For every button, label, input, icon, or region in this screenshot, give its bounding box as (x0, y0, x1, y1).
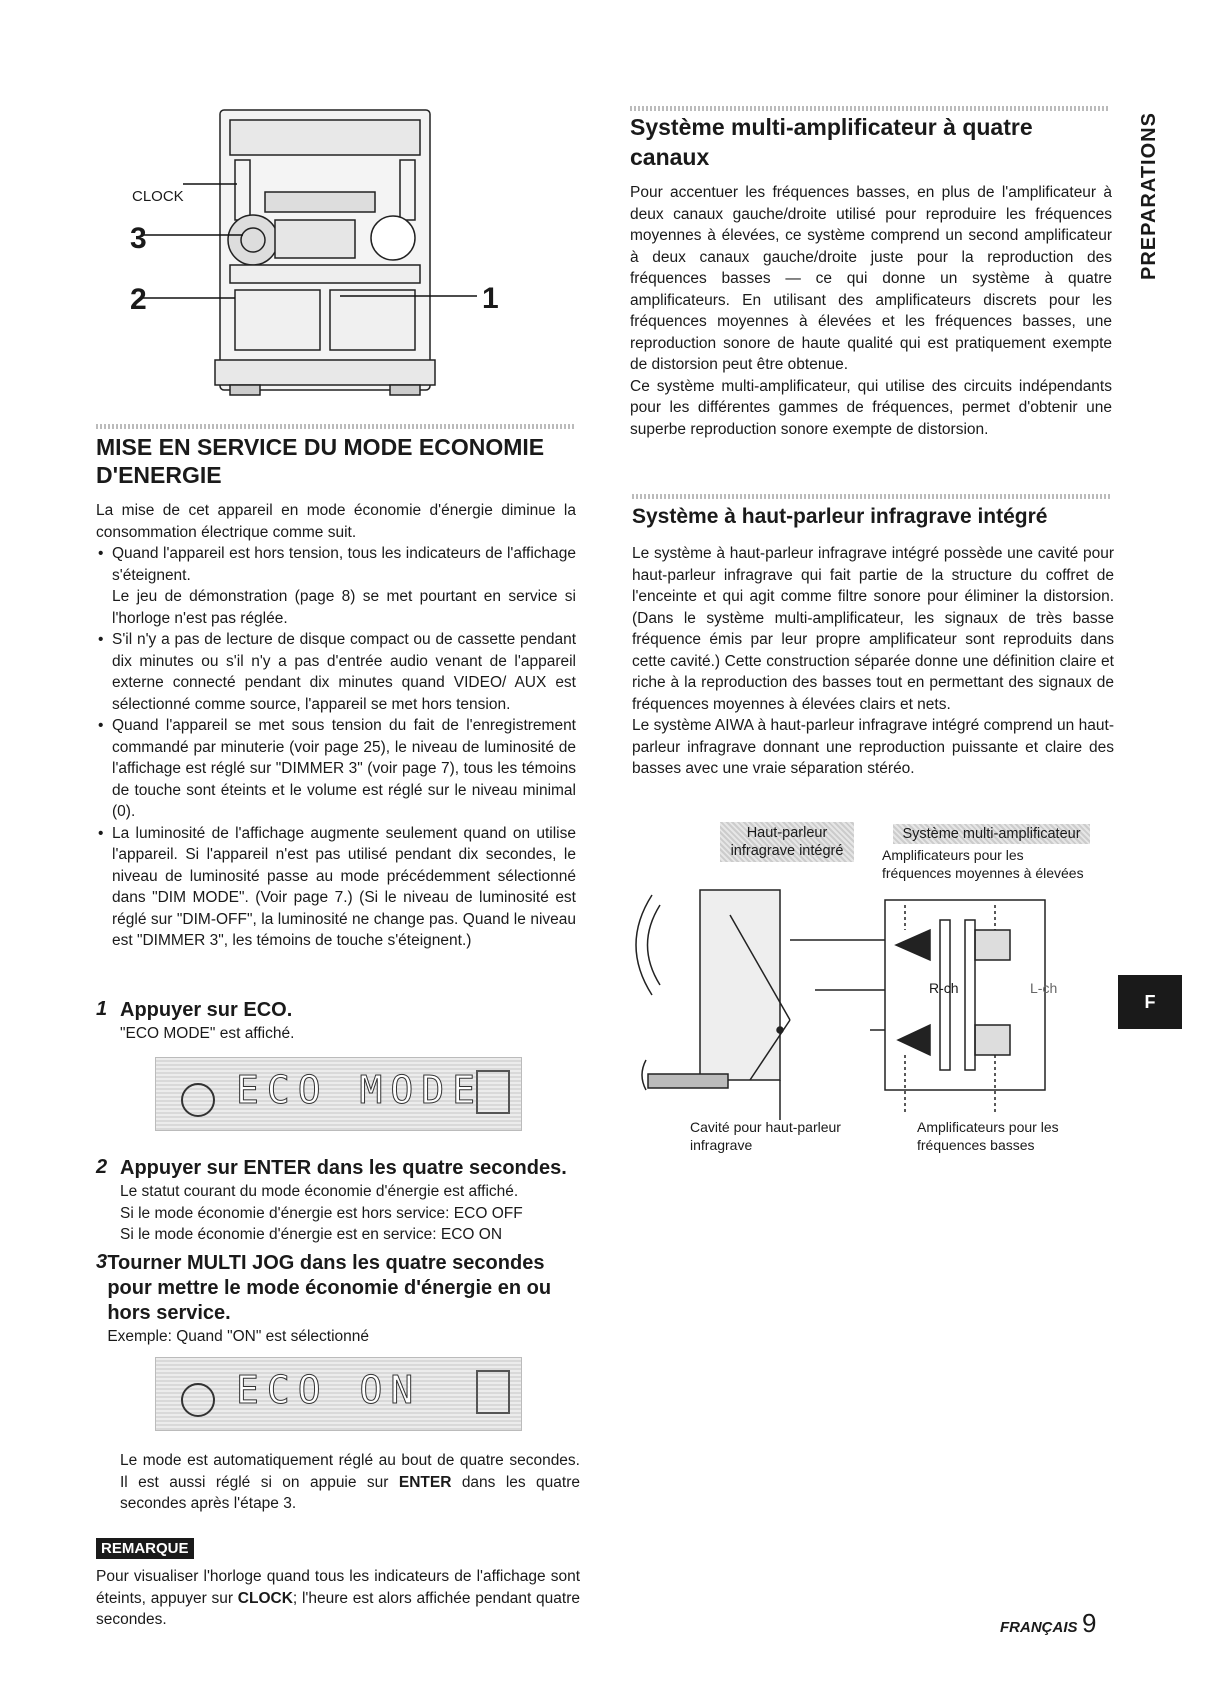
step-title: Appuyer sur ENTER dans les quatre secondes. (120, 1157, 567, 1179)
lcd-disc-icon (181, 1083, 215, 1117)
step-2 (96, 1156, 576, 1246)
step-text: "ECO MODE" est affiché. (120, 1025, 295, 1042)
side-tab-preparations: PREPARATIONS (1138, 112, 1160, 280)
label-cavity: Cavité pour haut-parleur infragrave (690, 1119, 841, 1153)
lcd-text: ECO ON (236, 1368, 422, 1412)
callout-3: 3 (130, 222, 147, 255)
step-number: 1 (96, 998, 108, 1020)
stereo-drawing (115, 100, 545, 400)
callout-1: 1 (482, 282, 499, 315)
step-1 (96, 998, 576, 1045)
lcd-eco-mode (155, 1057, 522, 1131)
section-divider (630, 106, 1110, 111)
footer-lang: FRANÇAIS (1000, 1619, 1078, 1636)
eco-intro: La mise de cet appareil en mode économie d'énergie diminue la consommation électrique comme suit. (96, 502, 576, 541)
bullet-item: • La luminosité de l'affichage augmente seulement quand on utilise l'appareil. Si l'appareil n'est pas utilisé pendant dix secondes, le niveau de luminosité passe au mode précédemment sélectionné dans "DIM MODE". (Voir page 7.) (Si le niveau de luminosité est réglé sur "DIM-OFF", la luminosité ne change pas. Quand le niveau est "DIMMER 3", les témoins de touche s'éteignent.) (96, 823, 576, 952)
lcd-cassette-icon (476, 1070, 510, 1114)
stereo-illustration (115, 100, 545, 400)
footer-page: 9 (1081, 1608, 1097, 1638)
subwoofer-text (632, 543, 1114, 780)
step-line: Le statut courant du mode économie d'énergie est affiché. (120, 1183, 519, 1200)
eco-intro-block (96, 500, 576, 952)
section-divider (96, 424, 576, 429)
step-number: 2 (96, 1156, 108, 1178)
paragraph: Pour accentuer les fréquences basses, en plus de l'amplificateur à deux canaux gauche/droite utilisé pour reproduire les fréquences moyennes à élevées, ce système comprend un second amplificateur à deux canaux gauche/droite juste pour la reproduction des fréquences basses — ce qui donne un système à quatre amplificateurs. En utilisant des amplificateurs discrets pour les fréquences moyennes à élevées et les fréquences basses, une reproduction sonore de haute qualité qui est pratiquement exempte de distorsion peut être obtenue. (630, 184, 1112, 373)
subwoofer-diagram (630, 880, 1110, 1120)
lcd-text: ECO MODE (236, 1068, 484, 1112)
step-3 (96, 1251, 586, 1348)
heading-multi-amp: Système multi-amplificateur à quatre canaux (630, 114, 1033, 170)
bullet-item: • S'il n'y a pas de lecture de disque compact ou de cassette pendant dix minutes ou s'il n'y a pas d'entrée audio venant de l'appareil externe connecté pendant dix minutes quand VIDEO/ AUX est sélectionné comme source, l'appareil se met hors tension. (96, 629, 576, 715)
step-title: Tourner MULTI JOG dans les quatre secondes pour mettre le mode économie d'énergie en ou hors service. (107, 1252, 552, 1324)
lcd-disc-icon (181, 1383, 215, 1417)
label-amp-low: Amplificateurs pour les fréquences basses (917, 1119, 1059, 1153)
section-divider (632, 494, 1112, 499)
step-line: Si le mode économie d'énergie est hors service: ECO OFF (120, 1204, 523, 1222)
label-hp-infragrave: Haut-parleur infragrave intégré (720, 822, 854, 862)
side-tab-language: F (1118, 975, 1182, 1029)
bullet-item: • Quand l'appareil se met sous tension du fait de l'enregistrement commandé par minuterie (voir page 25), le niveau de luminosité de l'affichage est réglé sur "DIMMER 3" (voir page 7), tous les témoins de touche sont éteints et le volume est réglé sur le niveau minimal (0). (96, 715, 576, 823)
eco-bullets (96, 543, 576, 952)
lcd-eco-on (155, 1357, 522, 1431)
lcd-cassette-icon (476, 1370, 510, 1414)
step-3-after: Le mode est automatiquement réglé au bout de quatre secondes. Il est aussi réglé si on appuie sur ENTER dans les quatre secondes après l'étape 3. (120, 1452, 581, 1512)
step-title: Appuyer sur ECO. (120, 999, 293, 1021)
step-text: Exemple: Quand "ON" est sélectionné (107, 1328, 370, 1345)
paragraph: Le système AIWA à haut-parleur infragrave intégré comprend un haut-parleur infragrave donnant une reproduction puissante et claire des basses avec une vraie séparation stéréo. (632, 717, 1114, 777)
label-rch: R-ch (929, 980, 959, 996)
footer (1000, 1608, 1096, 1639)
step-line: Si le mode économie d'énergie est en service: ECO ON (120, 1226, 503, 1243)
heading-eco-mode: MISE EN SERVICE DU MODE ECONOMIE D'ENERGIE (96, 434, 545, 488)
callout-clock: CLOCK (132, 188, 184, 205)
remarque-badge: REMARQUE (96, 1538, 194, 1559)
heading-subwoofer: Système à haut-parleur infragrave intégré (632, 505, 1048, 528)
subwoofer-drawing (630, 880, 1110, 1120)
label-lch: L-ch (1030, 980, 1058, 996)
multi-amp-text (630, 182, 1112, 440)
remarque-text: Pour visualiser l'horloge quand tous les indicateurs de l'affichage sont éteints, appuyer sur CLOCK; l'heure est alors affichée pendant quatre secondes. (96, 1568, 580, 1628)
label-amp-high: Amplificateurs pour les fréquences moyennes à élevées (882, 847, 1084, 881)
bullet-item: • Quand l'appareil est hors tension, tous les indicateurs de l'affichage s'éteignent. Le jeu de démonstration (page 8) se met pourtant en service si l'horloge n'est pas réglée. (96, 543, 576, 629)
paragraph: Le système à haut-parleur infragrave intégré possède une cavité pour haut-parleur infragrave qui fait partie de la structure du coffret de l'enceinte et qui agit comme filtre sonore pour éliminer la distorsion. (Dans le système multi-amplificateur, les signaux de très basse fréquence émis par leur propre amplificateur sont reproduits dans cette cavité.) Cette construction séparée donne une définition claire et riche à la reproduction des basses tout en permettant des signaux de fréquences moyennes à élevées clairs et nets. (632, 545, 1114, 713)
callout-2: 2 (130, 283, 147, 316)
label-multi-amp: Système multi-amplificateur (893, 824, 1090, 844)
step-number: 3 (96, 1251, 108, 1273)
paragraph: Ce système multi-amplificateur, qui utilise des circuits indépendants pour les différentes gammes de fréquences, permet d'obtenir une superbe reproduction sonore exempte de distorsion. (630, 377, 1112, 438)
